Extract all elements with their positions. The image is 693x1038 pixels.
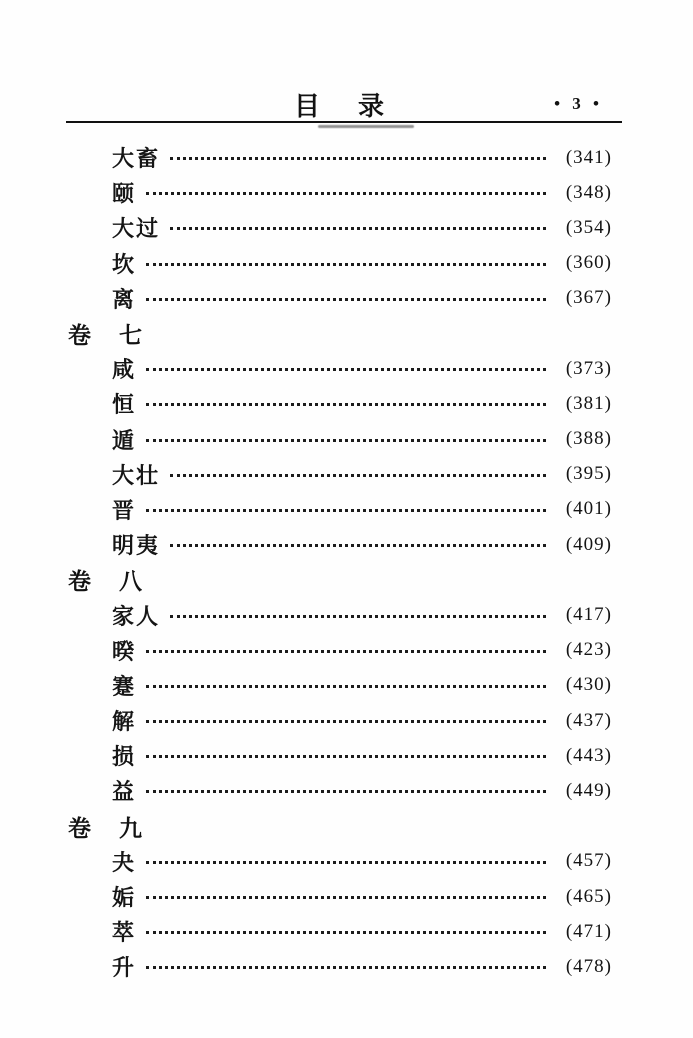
toc-entry-row (66, 140, 612, 175)
dot-leader (146, 192, 546, 195)
entry-title: 家人 (112, 603, 161, 629)
entry-title: 颐 (112, 181, 137, 207)
entry-page-number: (381) (565, 392, 612, 414)
dot-leader (146, 263, 546, 266)
dot-leader (146, 298, 546, 301)
toc-entry-row (66, 879, 612, 914)
entry-page-number: (360) (565, 252, 612, 274)
dot-leader (170, 157, 546, 160)
entry-page-number: (367) (565, 287, 612, 309)
entry-title: 咸 (112, 357, 137, 383)
dot-leader (146, 896, 546, 899)
entry-title: 损 (112, 744, 137, 770)
entry-page-number: (388) (565, 428, 612, 450)
dot-leader (146, 403, 546, 406)
dot-leader (146, 720, 546, 723)
entry-title: 姤 (112, 885, 137, 911)
dot-leader (146, 650, 546, 653)
volume-label: 卷 (68, 815, 91, 841)
entry-page-number: (449) (565, 779, 612, 801)
toc-entry-row (66, 633, 612, 668)
toc-entry-row (66, 210, 612, 245)
toc-entry-row (66, 949, 612, 984)
page-title: 目 录 (294, 92, 391, 121)
entry-title: 蹇 (112, 673, 137, 699)
dot-leader (146, 509, 546, 512)
entry-page-number: (423) (565, 639, 612, 661)
entry-title: 大壮 (112, 462, 161, 488)
entry-title: 遁 (112, 427, 137, 453)
entry-page-number: (478) (565, 955, 612, 977)
volume-heading-row (66, 316, 612, 351)
volume-number: 七 (119, 323, 142, 349)
entry-page-number: (457) (565, 850, 612, 872)
volume-number: 九 (119, 815, 142, 841)
volume-number: 八 (119, 569, 142, 595)
print-smudge-artifact (318, 125, 414, 128)
toc-list (66, 140, 612, 985)
toc-entry-row (66, 351, 612, 386)
dot-leader (170, 615, 546, 618)
dot-leader (146, 368, 546, 371)
folio-page-marker: • 3 • (554, 94, 603, 113)
entry-page-number: (373) (565, 357, 612, 379)
toc-entry-row (66, 527, 612, 562)
header-rule (66, 121, 622, 123)
volume-heading-row (66, 809, 612, 844)
dot-leader (146, 439, 546, 442)
entry-title: 坎 (112, 251, 137, 277)
dot-leader (170, 474, 546, 477)
toc-entry-row (66, 386, 612, 421)
volume-heading-row (66, 562, 612, 597)
volume-label: 卷 (68, 569, 91, 595)
volume-label: 卷 (68, 323, 91, 349)
entry-title: 大过 (112, 216, 161, 242)
dot-leader (146, 861, 546, 864)
dot-leader (146, 790, 546, 793)
dot-leader (146, 755, 546, 758)
dot-leader (146, 931, 546, 934)
entry-title: 大畜 (112, 146, 161, 172)
toc-entry-row (66, 914, 612, 949)
dot-leader (170, 544, 546, 547)
entry-title: 升 (112, 955, 137, 981)
entry-title: 夬 (112, 849, 137, 875)
entry-title: 萃 (112, 920, 137, 946)
toc-entry-row (66, 703, 612, 738)
toc-entry-row (66, 597, 612, 632)
toc-entry-row (66, 175, 612, 210)
entry-page-number: (471) (565, 920, 612, 942)
entry-title: 暌 (112, 638, 137, 664)
dot-leader (170, 227, 546, 230)
entry-title: 明夷 (112, 533, 161, 559)
toc-entry-row (66, 844, 612, 879)
entry-page-number: (341) (565, 146, 612, 168)
entry-title: 解 (112, 709, 137, 735)
entry-title: 离 (112, 286, 137, 312)
entry-title: 晋 (112, 497, 137, 523)
entry-page-number: (430) (565, 674, 612, 696)
toc-entry-row (66, 738, 612, 773)
entry-page-number: (348) (565, 181, 612, 203)
toc-entry-row (66, 457, 612, 492)
toc-entry-row (66, 422, 612, 457)
toc-entry-row (66, 492, 612, 527)
entry-page-number: (401) (565, 498, 612, 520)
entry-page-number: (354) (565, 216, 612, 238)
entry-page-number: (465) (565, 885, 612, 907)
entry-page-number: (443) (565, 744, 612, 766)
toc-entry-row (66, 773, 612, 808)
entry-page-number: (437) (565, 709, 612, 731)
toc-entry-row (66, 281, 612, 316)
entry-page-number: (409) (565, 533, 612, 555)
dot-leader (146, 685, 546, 688)
toc-entry-row (66, 668, 612, 703)
dot-leader (146, 966, 546, 969)
entry-page-number: (417) (565, 604, 612, 626)
entry-title: 恒 (112, 392, 137, 418)
entry-page-number: (395) (565, 463, 612, 485)
entry-title: 益 (112, 779, 137, 805)
toc-entry-row (66, 246, 612, 281)
